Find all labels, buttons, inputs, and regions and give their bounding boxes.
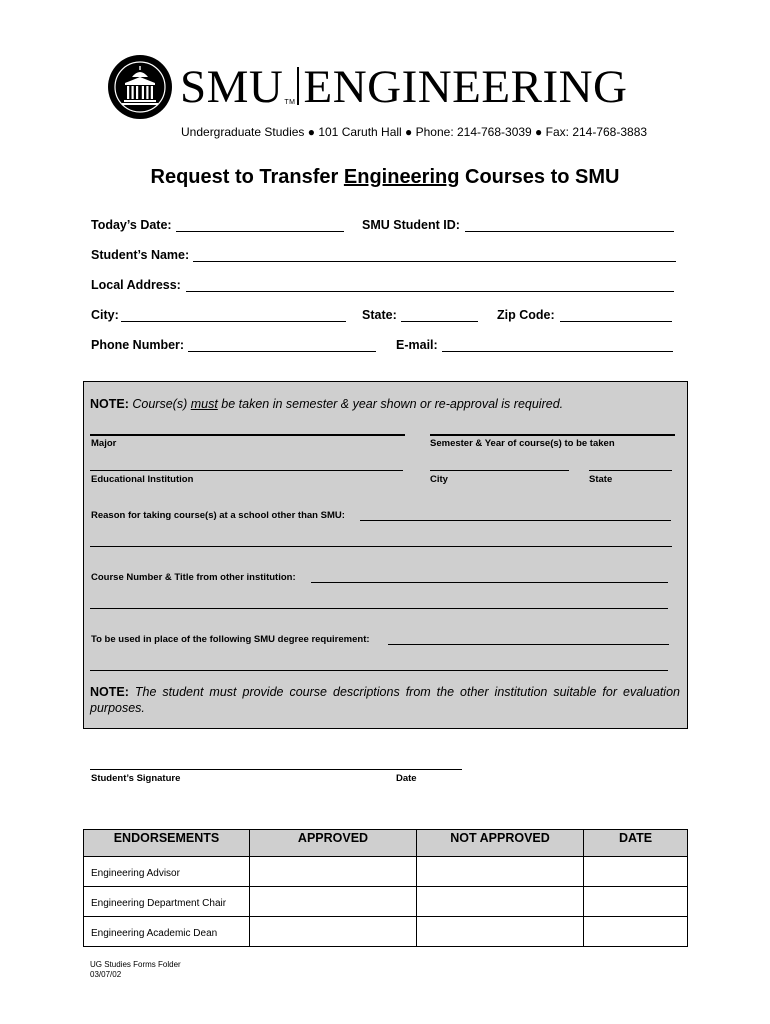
course-number-label: Course Number & Title from other institution: xyxy=(91,572,296,583)
row-label-department-chair: Engineering Department Chair xyxy=(84,887,250,917)
row-label-advisor: Engineering Advisor xyxy=(84,857,250,887)
major-label: Major xyxy=(91,438,117,449)
note2-text: The student must provide course descriptions from the other institution suitable for evaluation purposes. xyxy=(90,685,680,715)
institution-label: Educational Institution xyxy=(91,474,194,485)
advisor-date-cell[interactable] xyxy=(584,857,688,887)
course-number-field-continued[interactable] xyxy=(90,608,668,609)
note2-label: NOTE: xyxy=(90,685,129,699)
contact-line: Undergraduate Studies ● 101 Caruth Hall ● Phone: 214-768-3039 ● Fax: 214-768-3883 xyxy=(181,125,648,139)
phone-number-label: Phone Number: xyxy=(91,338,185,352)
header-approved: APPROVED xyxy=(250,830,417,857)
brand-divider xyxy=(297,67,299,105)
degree-requirement-label: To be used in place of the following SMU degree requirement: xyxy=(91,634,370,645)
state-label: State: xyxy=(362,308,397,322)
state-field[interactable] xyxy=(401,321,478,322)
dean-approved-cell[interactable] xyxy=(250,917,417,947)
reason-field-continued[interactable] xyxy=(90,546,672,547)
footer-folder: UG Studies Forms Folder xyxy=(90,960,181,969)
institution-state-field[interactable] xyxy=(589,470,672,471)
title-part-2: Courses to SMU xyxy=(459,166,620,188)
row-label-academic-dean: Engineering Academic Dean xyxy=(84,917,250,947)
note-text-2: be taken in semester & year shown or re-approval is required. xyxy=(217,397,564,411)
advisor-approved-cell[interactable] xyxy=(250,857,417,887)
institution-city-label: City xyxy=(430,474,448,485)
form-footer xyxy=(90,960,181,980)
header-endorsements: ENDORSEMENTS xyxy=(84,830,250,857)
building-seal-icon xyxy=(108,55,172,119)
footer-date: 03/07/02 xyxy=(90,970,122,979)
semester-year-label: Semester & Year of course(s) to be taken xyxy=(430,438,615,449)
brand-trademark: TM xyxy=(284,99,296,106)
degree-requirement-field[interactable] xyxy=(388,644,669,645)
note-course-descriptions xyxy=(90,684,680,716)
dean-not-approved-cell[interactable] xyxy=(417,917,584,947)
table-row xyxy=(84,887,688,917)
signature-date-label: Date xyxy=(396,773,417,784)
chair-not-approved-cell[interactable] xyxy=(417,887,584,917)
major-field[interactable] xyxy=(90,434,405,436)
title-underlined-word: Engineering xyxy=(343,166,460,188)
chair-date-cell[interactable] xyxy=(584,887,688,917)
page-title xyxy=(0,166,770,189)
note-requirement xyxy=(90,397,563,411)
institution-field[interactable] xyxy=(90,470,403,471)
todays-date-label: Today’s Date: xyxy=(91,218,172,232)
local-address-field[interactable] xyxy=(186,291,674,292)
semester-year-field[interactable] xyxy=(430,434,675,436)
signature-field[interactable] xyxy=(90,769,462,770)
reason-field[interactable] xyxy=(360,520,671,521)
city-field[interactable] xyxy=(121,321,346,322)
table-row xyxy=(84,857,688,887)
student-name-field[interactable] xyxy=(193,261,676,262)
degree-requirement-field-continued[interactable] xyxy=(90,670,668,671)
student-id-field[interactable] xyxy=(465,231,674,232)
phone-number-field[interactable] xyxy=(188,351,376,352)
local-address-label: Local Address: xyxy=(91,278,181,292)
institution-city-field[interactable] xyxy=(430,470,569,471)
course-number-field[interactable] xyxy=(311,582,668,583)
note-label: NOTE: xyxy=(90,397,129,411)
brand-wordmark xyxy=(180,62,627,112)
institution-state-label: State xyxy=(589,474,613,485)
title-part-1: Request to Transfer xyxy=(150,166,344,188)
brand-engineering: ENGINEERING xyxy=(303,61,628,113)
zip-code-label: Zip Code: xyxy=(497,308,555,322)
note-text-1: Course(s) xyxy=(128,397,191,411)
table-row xyxy=(84,917,688,947)
todays-date-field[interactable] xyxy=(176,231,344,232)
email-label: E-mail: xyxy=(396,338,438,352)
note-must: must xyxy=(190,397,218,411)
advisor-not-approved-cell[interactable] xyxy=(417,857,584,887)
header-not-approved: NOT APPROVED xyxy=(417,830,584,857)
zip-code-field[interactable] xyxy=(560,321,672,322)
student-name-label: Student’s Name: xyxy=(91,248,190,262)
city-label: City: xyxy=(91,308,119,322)
endorsements-table xyxy=(83,829,688,947)
email-field[interactable] xyxy=(442,351,673,352)
chair-approved-cell[interactable] xyxy=(250,887,417,917)
header-date: DATE xyxy=(584,830,688,857)
dean-date-cell[interactable] xyxy=(584,917,688,947)
brand-smu: SMU xyxy=(180,61,284,113)
reason-label: Reason for taking course(s) at a school other than SMU: xyxy=(91,510,345,521)
student-signature-label: Student’s Signature xyxy=(91,773,181,784)
student-id-label: SMU Student ID: xyxy=(362,218,460,232)
table-header-row xyxy=(84,830,688,857)
